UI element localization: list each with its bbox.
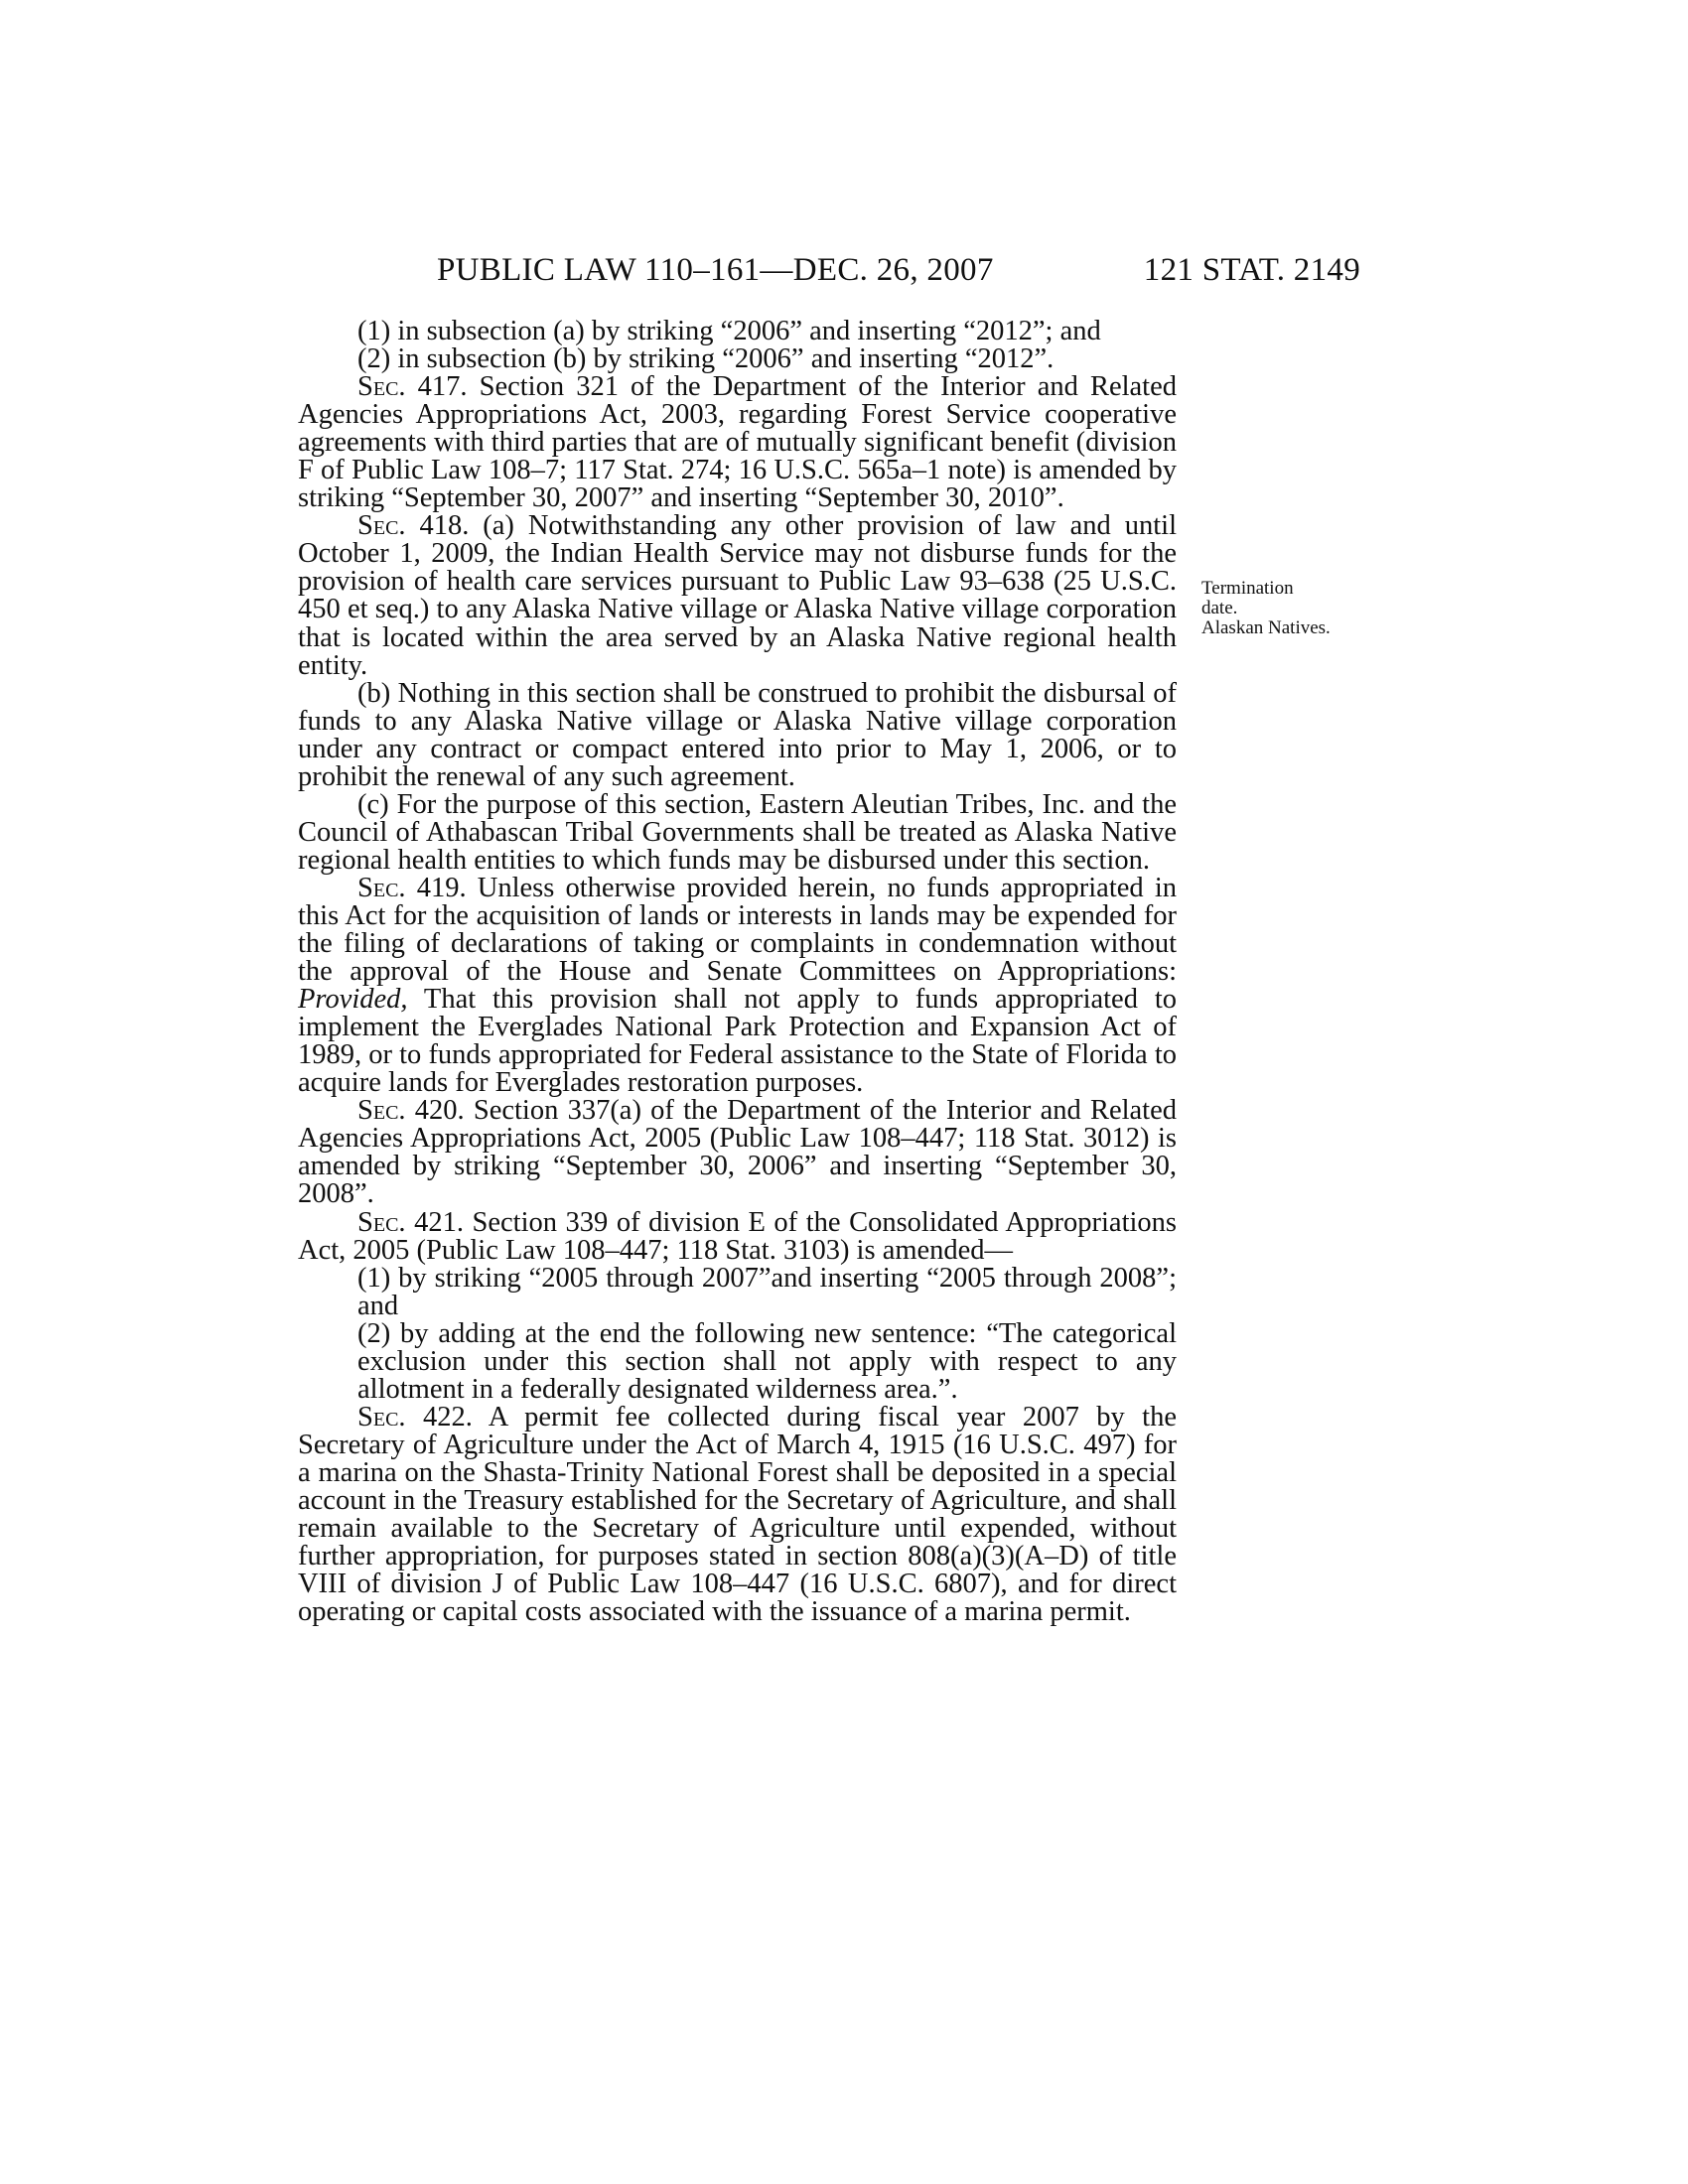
section-421-item-1: (1) by striking “2005 through 2007”and inserting “2005 through 2008”; and [357, 1262, 1177, 1321]
section-420 [298, 1097, 1177, 1208]
section-text: Unless otherwise provided herein, no funds appropriated in this Act for the acquisition of lands or interests in lands may be expended for the filing of declarations of taking or complaints in condemnation without the approval of the House and Senate Committees on Appropriations: [298, 872, 1177, 988]
section-text: (a) Notwithstanding any other provision of law and until October 1, 2009, the Indian Health Service may not disburse funds for the provision of health care services pursuant to Public Law 93–638 (25 U.S.C. 450 et seq.) to any Alaska Native village or Alaska Native village corporation that is located within the area served by an Alaska Native regional health entity. [298, 510, 1177, 681]
paragraph-1: (1) in subsection (a) by striking “2006” and inserting “2012”; and [357, 316, 1101, 346]
section-421-item-2: (2) by adding at the end the following new sentence: “The categorical exclusion under this section shall not apply with respect to any allotment in a federally designated wilderness area.”. [357, 1317, 1177, 1405]
stat-page-number: 121 STAT. 2149 [1143, 252, 1360, 288]
margin-note-line: date. [1201, 598, 1238, 618]
section-label: Sec. 420. [357, 1095, 465, 1127]
section-label: Sec. 421. [357, 1206, 464, 1238]
page-header [298, 252, 1360, 292]
section-text: Section 321 of the Department of the Interior and Related Agencies Appropriations Act, 2003, regarding Forest Service cooperative agreements with third parties that are of mutually significant benefit (division F of Public Law 108–7; 117 Stat. 274; 16 U.S.C. 565a–1 note) is amended by striking “September 30, 2007” and inserting “September 30, 2010”. [298, 371, 1177, 514]
provided-italic: Provided, [298, 984, 408, 1016]
section-label: Sec. 418. [357, 510, 470, 542]
section-label: Sec. 417. [357, 371, 468, 403]
section-text: A permit fee collected during fiscal year 2007 by the Secretary of Agriculture under the Act of March 4, 1915 (16 U.S.C. 497) for a marina on the Shasta-Trinity National Forest shall be deposited in a special account in the Treasury established for the Secretary of Agriculture, and shall remain available to the Secretary of Agriculture until expended, without further appropriation, for purposes stated in section 808(a)(3)(A–D) of title VIII of division J of Public Law 108–447 (16 U.S.C. 6807), and for direct operating or capital costs associated with the issuance of a marina permit. [298, 1401, 1177, 1628]
section-418 [298, 512, 1177, 679]
statute-body [298, 318, 1177, 1626]
section-text: Section 337(a) of the Department of the Interior and Related Agencies Appropriations Act, 2005 (Public Law 108–447; 118 Stat. 3012) is amended by striking “September 30, 2006” and inserting “September 30, 2008”. [298, 1095, 1177, 1210]
section-417 [298, 373, 1177, 512]
section-text: Section 339 of division E of the Consolidated Appropriations Act, 2005 (Public Law 108–447; 118 Stat. 3103) is amended— [298, 1206, 1177, 1266]
section-421 [298, 1206, 1177, 1266]
section-label: Sec. 419. [357, 872, 467, 903]
paragraph-2: (2) in subsection (b) by striking “2006” and inserting “2012”. [357, 343, 1055, 375]
law-title: PUBLIC LAW 110–161—DEC. 26, 2007 [437, 252, 994, 288]
section-label: Sec. 422. [357, 1401, 473, 1433]
margin-note-line: Termination [1201, 578, 1294, 599]
margin-note [1201, 579, 1390, 638]
section-418-b: (b) Nothing in this section shall be construed to prohibit the disbursal of funds to any Alaska Native village or Alaska Native village corporation under any contract or compact entered into prior to May 1, 2006, or to prohibit the renewal of any such agreement. [298, 677, 1177, 792]
section-419 [298, 872, 1177, 1099]
section-418-c: (c) For the purpose of this section, Eastern Aleutian Tribes, Inc. and the Council of Athabascan Tribal Governments shall be treated as Alaska Native regional health entities to which funds may be disbursed under this section. [298, 788, 1177, 876]
section-text: That this provision shall not apply to funds appropriated to implement the Everglades National Park Protection and Expansion Act of 1989, or to funds appropriated for Federal assistance to the State of Florida to acquire lands for Everglades restoration purposes. [298, 984, 1177, 1099]
section-422 [298, 1401, 1177, 1628]
margin-note-line: Alaskan Natives. [1201, 617, 1331, 638]
